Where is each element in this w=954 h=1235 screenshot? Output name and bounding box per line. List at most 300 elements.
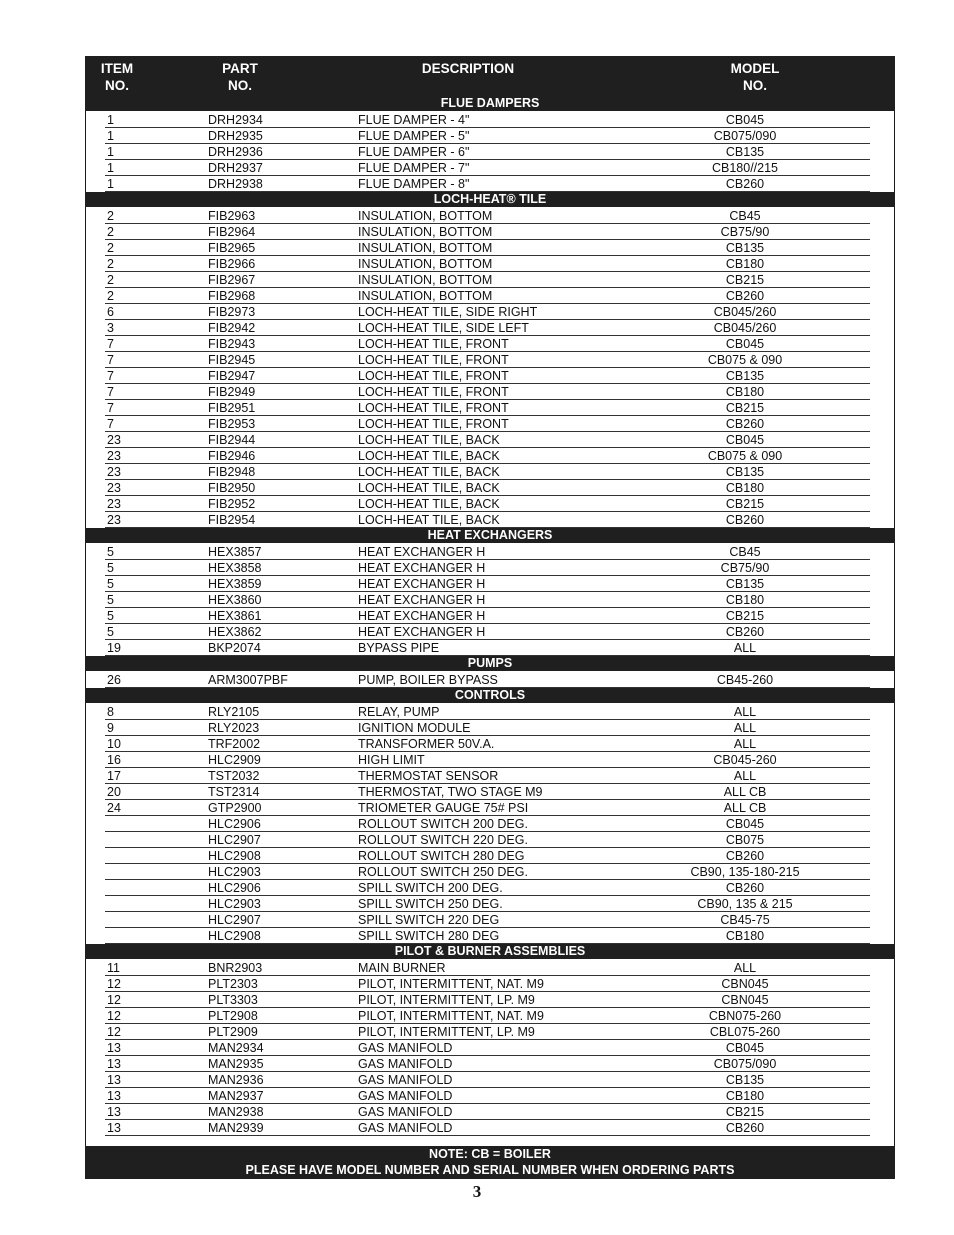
table-row (85, 384, 895, 400)
description-cell: HEAT EXCHANGER H (358, 593, 486, 607)
model-no-cell: CB215 (725, 273, 765, 287)
item-no-cell: 11 (107, 961, 120, 975)
part-no-cell: ARM3007PBF (208, 673, 288, 687)
description-cell: PILOT, INTERMITTENT, NAT. M9 (358, 977, 544, 991)
part-no-cell: FIB2968 (208, 289, 256, 303)
part-no-cell: FIB2947 (208, 369, 256, 383)
item-no-cell: 1 (107, 129, 114, 143)
table-row (85, 256, 895, 272)
part-no-cell: FIB2954 (208, 513, 256, 527)
model-no-cell: CB180 (725, 593, 765, 607)
table-row (85, 272, 895, 288)
header-part-line2: NO. (227, 78, 252, 93)
description-cell: LOCH-HEAT TILE, BACK (358, 465, 500, 479)
table-row (85, 880, 895, 896)
part-no-cell: FIB2951 (208, 401, 256, 415)
description-cell: TRANSFORMER 50V.A. (358, 737, 495, 751)
item-no-cell: 7 (107, 417, 114, 431)
description-cell: GAS MANIFOLD (358, 1057, 453, 1071)
table-row (85, 304, 895, 320)
model-no-cell: CBN045 (721, 977, 769, 991)
item-no-cell: 23 (107, 481, 121, 495)
description-cell: HEAT EXCHANGER H (358, 577, 486, 591)
table-row (85, 752, 895, 768)
table-row (85, 736, 895, 752)
table-row (85, 608, 895, 624)
model-no-cell: ALL (733, 721, 757, 735)
item-no-cell: 13 (107, 1121, 121, 1135)
table-row (85, 896, 895, 912)
header-model-line1: MODEL (730, 61, 780, 76)
item-no-cell: 13 (107, 1041, 121, 1055)
model-no-cell: CB180 (725, 1089, 765, 1103)
model-no-cell: CB075/090 (713, 1057, 777, 1071)
model-no-cell: CB260 (725, 513, 765, 527)
part-no-cell: HLC2907 (208, 913, 261, 927)
part-no-cell: PLT2909 (208, 1025, 258, 1039)
model-no-cell: CB075/090 (713, 129, 777, 143)
description-cell: LOCH-HEAT TILE, SIDE RIGHT (358, 305, 538, 319)
part-no-cell: FIB2943 (208, 337, 256, 351)
description-cell: LOCH-HEAT TILE, FRONT (358, 337, 509, 351)
table-row (85, 800, 895, 816)
header-item-line2: NO. (104, 78, 129, 93)
table-row (85, 1104, 895, 1120)
model-no-cell: CB45 (729, 545, 761, 559)
table-row (85, 1120, 895, 1136)
description-cell: PILOT, INTERMITTENT, LP. M9 (358, 1025, 535, 1039)
description-cell: INSULATION, BOTTOM (358, 241, 493, 255)
item-no-cell: 26 (107, 673, 121, 687)
model-no-cell: CB135 (725, 145, 765, 159)
table-row (85, 1008, 895, 1024)
item-no-cell: 1 (107, 113, 114, 127)
description-cell: PILOT, INTERMITTENT, NAT. M9 (358, 1009, 544, 1023)
part-no-cell: FIB2944 (208, 433, 256, 447)
model-no-cell: CB75/90 (720, 561, 770, 575)
item-no-cell: 8 (107, 705, 114, 719)
section-header: LOCH-HEAT® TILE (85, 192, 895, 207)
description-cell: ROLLOUT SWITCH 280 DEG (358, 849, 525, 863)
description-cell: FLUE DAMPER - 6" (358, 145, 470, 159)
description-cell: LOCH-HEAT TILE, BACK (358, 449, 500, 463)
table-row (85, 1024, 895, 1040)
part-no-cell: HLC2908 (208, 929, 261, 943)
description-cell: INSULATION, BOTTOM (358, 209, 493, 223)
description-cell: ROLLOUT SWITCH 220 DEG. (358, 833, 528, 847)
model-no-cell: CB135 (725, 465, 765, 479)
table-row (85, 832, 895, 848)
model-no-cell: CB90, 135 & 215 (697, 897, 793, 911)
description-cell: GAS MANIFOLD (358, 1105, 453, 1119)
table-row (85, 112, 895, 128)
table-row (85, 512, 895, 528)
model-no-cell: ALL (733, 641, 757, 655)
page-number: 3 (472, 1182, 482, 1201)
description-cell: LOCH-HEAT TILE, SIDE LEFT (358, 321, 529, 335)
model-no-cell: CBN075-260 (708, 1009, 782, 1023)
table-row (85, 1072, 895, 1088)
model-no-cell: CB215 (725, 497, 765, 511)
table-row (85, 144, 895, 160)
table-row (85, 864, 895, 880)
part-no-cell: MAN2934 (208, 1041, 264, 1055)
table-row (85, 960, 895, 976)
table-row (85, 1040, 895, 1056)
description-cell: FLUE DAMPER - 5" (358, 129, 470, 143)
part-no-cell: FIB2953 (208, 417, 256, 431)
item-no-cell: 2 (107, 273, 114, 287)
table-row (85, 448, 895, 464)
item-no-cell: 5 (107, 545, 114, 559)
item-no-cell: 2 (107, 257, 114, 271)
model-no-cell: CB75/90 (720, 225, 770, 239)
item-no-cell: 23 (107, 497, 121, 511)
model-no-cell: CB045 (725, 113, 765, 127)
description-cell: LOCH-HEAT TILE, FRONT (358, 401, 509, 415)
section-header: HEAT EXCHANGERS (85, 528, 895, 543)
part-no-cell: FIB2945 (208, 353, 256, 367)
table-row (85, 416, 895, 432)
item-no-cell: 13 (107, 1073, 121, 1087)
model-no-cell: CB215 (725, 401, 765, 415)
table-header (85, 56, 895, 96)
table-row (85, 624, 895, 640)
part-no-cell: FIB2973 (208, 305, 256, 319)
footer-instruction: PLEASE HAVE MODEL NUMBER AND SERIAL NUMBER WHEN ORDERING PARTS (245, 1163, 735, 1177)
model-no-cell: CB260 (725, 177, 765, 191)
model-no-cell: CB135 (725, 369, 765, 383)
table-row (85, 496, 895, 512)
part-no-cell: HLC2906 (208, 881, 261, 895)
table-row (85, 672, 895, 688)
model-no-cell: CB075 & 090 (707, 449, 783, 463)
part-no-cell: HEX3859 (208, 577, 262, 591)
description-cell: GAS MANIFOLD (358, 1073, 453, 1087)
item-no-cell: 12 (107, 1009, 121, 1023)
item-no-cell: 3 (107, 321, 114, 335)
model-no-cell: ALL CB (723, 785, 767, 799)
footer-note: NOTE: CB = BOILER (429, 1147, 551, 1161)
description-cell: GAS MANIFOLD (358, 1089, 453, 1103)
table-row (85, 576, 895, 592)
item-no-cell: 2 (107, 241, 114, 255)
part-no-cell: FIB2965 (208, 241, 256, 255)
table-row (85, 720, 895, 736)
description-cell: INSULATION, BOTTOM (358, 289, 493, 303)
item-no-cell: 16 (107, 753, 121, 767)
model-no-cell: CB215 (725, 1105, 765, 1119)
item-no-cell: 5 (107, 593, 114, 607)
item-no-cell: 13 (107, 1105, 121, 1119)
model-no-cell: CBN045 (721, 993, 769, 1007)
model-no-cell: CB045 (725, 433, 765, 447)
header-item-no (85, 60, 149, 94)
description-cell: ROLLOUT SWITCH 200 DEG. (358, 817, 528, 831)
model-no-cell: CB260 (725, 625, 765, 639)
part-no-cell: MAN2935 (208, 1057, 264, 1071)
description-cell: LOCH-HEAT TILE, FRONT (358, 385, 509, 399)
model-no-cell: CBL075-260 (709, 1025, 781, 1039)
part-no-cell: TST2314 (208, 785, 260, 799)
model-no-cell: CB045 (725, 337, 765, 351)
item-no-cell: 7 (107, 385, 114, 399)
model-no-cell: CB045/260 (713, 305, 777, 319)
item-no-cell: 12 (107, 1025, 121, 1039)
section-header: FLUE DAMPERS (85, 96, 895, 111)
description-cell: FLUE DAMPER - 8" (358, 177, 470, 191)
item-no-cell: 7 (107, 337, 114, 351)
table-row (85, 992, 895, 1008)
item-no-cell: 20 (107, 785, 121, 799)
part-no-cell: DRH2934 (208, 113, 263, 127)
item-no-cell: 9 (107, 721, 114, 735)
model-no-cell: CB045/260 (713, 321, 777, 335)
table-row (85, 368, 895, 384)
table-row (85, 176, 895, 192)
description-cell: HIGH LIMIT (358, 753, 425, 767)
part-no-cell: RLY2105 (208, 705, 260, 719)
part-no-cell: FIB2967 (208, 273, 256, 287)
model-no-cell: ALL (733, 705, 757, 719)
model-no-cell: CB180 (725, 481, 765, 495)
description-cell: SPILL SWITCH 200 DEG. (358, 881, 503, 895)
model-no-cell: CB180 (725, 929, 765, 943)
table-row (85, 544, 895, 560)
description-cell: MAIN BURNER (358, 961, 446, 975)
item-no-cell: 17 (107, 769, 121, 783)
part-no-cell: HEX3857 (208, 545, 262, 559)
table-row (85, 848, 895, 864)
table-row (85, 592, 895, 608)
part-no-cell: FIB2946 (208, 449, 256, 463)
table-row (85, 288, 895, 304)
description-cell: LOCH-HEAT TILE, BACK (358, 433, 500, 447)
part-no-cell: DRH2935 (208, 129, 263, 143)
description-cell: RELAY, PUMP (358, 705, 440, 719)
item-no-cell: 23 (107, 465, 121, 479)
item-no-cell: 1 (107, 161, 114, 175)
part-no-cell: HLC2909 (208, 753, 261, 767)
part-no-cell: FIB2966 (208, 257, 256, 271)
description-cell: SPILL SWITCH 250 DEG. (358, 897, 503, 911)
part-no-cell: MAN2936 (208, 1073, 264, 1087)
part-no-cell: HLC2906 (208, 817, 261, 831)
part-no-cell: MAN2939 (208, 1121, 264, 1135)
table-row (85, 928, 895, 944)
description-cell: HEAT EXCHANGER H (358, 625, 486, 639)
table-row (85, 336, 895, 352)
item-no-cell: 7 (107, 401, 114, 415)
description-cell: PUMP, BOILER BYPASS (358, 673, 498, 687)
model-no-cell: CB260 (725, 881, 765, 895)
item-no-cell: 7 (107, 353, 114, 367)
part-no-cell: FIB2948 (208, 465, 256, 479)
item-no-cell: 12 (107, 993, 121, 1007)
table-row (85, 208, 895, 224)
item-no-cell: 24 (107, 801, 121, 815)
model-no-cell: CB045-260 (713, 753, 777, 767)
part-no-cell: HEX3860 (208, 593, 262, 607)
description-cell: THERMOSTAT SENSOR (358, 769, 499, 783)
model-no-cell: CB135 (725, 577, 765, 591)
item-no-cell: 7 (107, 369, 114, 383)
part-no-cell: FIB2942 (208, 321, 256, 335)
item-no-cell: 19 (107, 641, 121, 655)
table-row (85, 976, 895, 992)
model-no-cell: CB260 (725, 849, 765, 863)
table-row (85, 560, 895, 576)
model-no-cell: CB180//215 (711, 161, 779, 175)
description-cell: GAS MANIFOLD (358, 1121, 453, 1135)
model-no-cell: CB135 (725, 241, 765, 255)
header-description (368, 60, 568, 77)
description-cell: THERMOSTAT, TWO STAGE M9 (358, 785, 543, 799)
model-no-cell: CB260 (725, 417, 765, 431)
table-row (85, 128, 895, 144)
model-no-cell: ALL (733, 737, 757, 751)
table-row (85, 352, 895, 368)
description-cell: IGNITION MODULE (358, 721, 471, 735)
model-no-cell: CB075 & 090 (707, 353, 783, 367)
section-header: PUMPS (85, 656, 895, 671)
model-no-cell: CB45-260 (716, 673, 774, 687)
item-no-cell: 13 (107, 1089, 121, 1103)
part-no-cell: FIB2952 (208, 497, 256, 511)
item-no-cell: 13 (107, 1057, 121, 1071)
model-no-cell: CB180 (725, 257, 765, 271)
part-no-cell: GTP2900 (208, 801, 262, 815)
description-cell: LOCH-HEAT TILE, FRONT (358, 353, 509, 367)
table-row (85, 816, 895, 832)
part-no-cell: FIB2964 (208, 225, 256, 239)
part-no-cell: DRH2936 (208, 145, 263, 159)
model-no-cell: CB45-75 (720, 913, 770, 927)
item-no-cell: 2 (107, 289, 114, 303)
part-no-cell: HEX3858 (208, 561, 262, 575)
description-cell: LOCH-HEAT TILE, FRONT (358, 369, 509, 383)
item-no-cell: 6 (107, 305, 114, 319)
part-no-cell: PLT2303 (208, 977, 258, 991)
description-cell: HEAT EXCHANGER H (358, 561, 486, 575)
parts-table-body (85, 96, 895, 1136)
item-no-cell: 1 (107, 145, 114, 159)
table-row (85, 704, 895, 720)
part-no-cell: DRH2937 (208, 161, 263, 175)
description-cell: LOCH-HEAT TILE, BACK (358, 497, 500, 511)
part-no-cell: HLC2903 (208, 897, 261, 911)
description-cell: LOCH-HEAT TILE, BACK (358, 513, 500, 527)
part-no-cell: HEX3862 (208, 625, 262, 639)
table-row (85, 240, 895, 256)
table-row (85, 1088, 895, 1104)
part-no-cell: MAN2938 (208, 1105, 264, 1119)
header-description-label: DESCRIPTION (421, 61, 515, 76)
item-no-cell: 12 (107, 977, 121, 991)
table-row (85, 320, 895, 336)
model-no-cell: CB260 (725, 1121, 765, 1135)
item-no-cell: 23 (107, 449, 121, 463)
item-no-cell: 2 (107, 225, 114, 239)
description-cell: LOCH-HEAT TILE, FRONT (358, 417, 509, 431)
item-no-cell: 10 (107, 737, 121, 751)
table-row (85, 1056, 895, 1072)
description-cell: INSULATION, BOTTOM (358, 257, 493, 271)
item-no-cell: 5 (107, 625, 114, 639)
item-no-cell: 5 (107, 577, 114, 591)
table-row (85, 400, 895, 416)
model-no-cell: CB180 (725, 385, 765, 399)
part-no-cell: DRH2938 (208, 177, 263, 191)
part-no-cell: TRF2002 (208, 737, 261, 751)
part-no-cell: HLC2903 (208, 865, 261, 879)
model-no-cell: CB260 (725, 289, 765, 303)
part-no-cell: FIB2949 (208, 385, 256, 399)
part-no-cell: PLT2908 (208, 1009, 258, 1023)
table-row (85, 464, 895, 480)
table-footer (85, 1146, 895, 1179)
item-no-cell: 1 (107, 177, 114, 191)
description-cell: ROLLOUT SWITCH 250 DEG. (358, 865, 528, 879)
model-no-cell: CB075 (725, 833, 765, 847)
table-row (85, 912, 895, 928)
description-cell: INSULATION, BOTTOM (358, 225, 493, 239)
table-row (85, 432, 895, 448)
part-no-cell: HLC2907 (208, 833, 261, 847)
item-no-cell: 5 (107, 561, 114, 575)
header-part-line1: PART (222, 61, 258, 76)
description-cell: SPILL SWITCH 220 DEG (358, 913, 500, 927)
part-no-cell: FIB2950 (208, 481, 256, 495)
description-cell: LOCH-HEAT TILE, BACK (358, 481, 500, 495)
model-no-cell: CB045 (725, 1041, 765, 1055)
model-no-cell: CB90, 135-180-215 (690, 865, 800, 879)
description-cell: FLUE DAMPER - 7" (358, 161, 470, 175)
model-no-cell: ALL CB (723, 801, 767, 815)
description-cell: GAS MANIFOLD (358, 1041, 453, 1055)
model-no-cell: CB45 (729, 209, 761, 223)
item-no-cell: 23 (107, 513, 121, 527)
table-row (85, 784, 895, 800)
part-no-cell: FIB2963 (208, 209, 256, 223)
header-model-line2: NO. (742, 78, 767, 93)
description-cell: FLUE DAMPER - 4" (358, 113, 470, 127)
part-no-cell: BKP2074 (208, 641, 261, 655)
description-cell: BYPASS PIPE (358, 641, 440, 655)
section-header: PILOT & BURNER ASSEMBLIES (85, 944, 895, 959)
part-no-cell: BNR2903 (208, 961, 263, 975)
table-row (85, 768, 895, 784)
item-no-cell: 5 (107, 609, 114, 623)
description-cell: HEAT EXCHANGER H (358, 609, 486, 623)
model-no-cell: ALL (733, 769, 757, 783)
item-no-cell: 2 (107, 209, 114, 223)
header-model-no (705, 60, 805, 94)
model-no-cell: CB215 (725, 609, 765, 623)
table-row (85, 160, 895, 176)
header-item-line1: ITEM (100, 61, 134, 76)
table-row (85, 224, 895, 240)
part-no-cell: TST2032 (208, 769, 260, 783)
part-no-cell: PLT3303 (208, 993, 258, 1007)
item-no-cell: 23 (107, 433, 121, 447)
table-row (85, 640, 895, 656)
description-cell: PILOT, INTERMITTENT, LP. M9 (358, 993, 535, 1007)
part-no-cell: RLY2023 (208, 721, 260, 735)
part-no-cell: MAN2937 (208, 1089, 264, 1103)
description-cell: INSULATION, BOTTOM (358, 273, 493, 287)
model-no-cell: ALL (733, 961, 757, 975)
